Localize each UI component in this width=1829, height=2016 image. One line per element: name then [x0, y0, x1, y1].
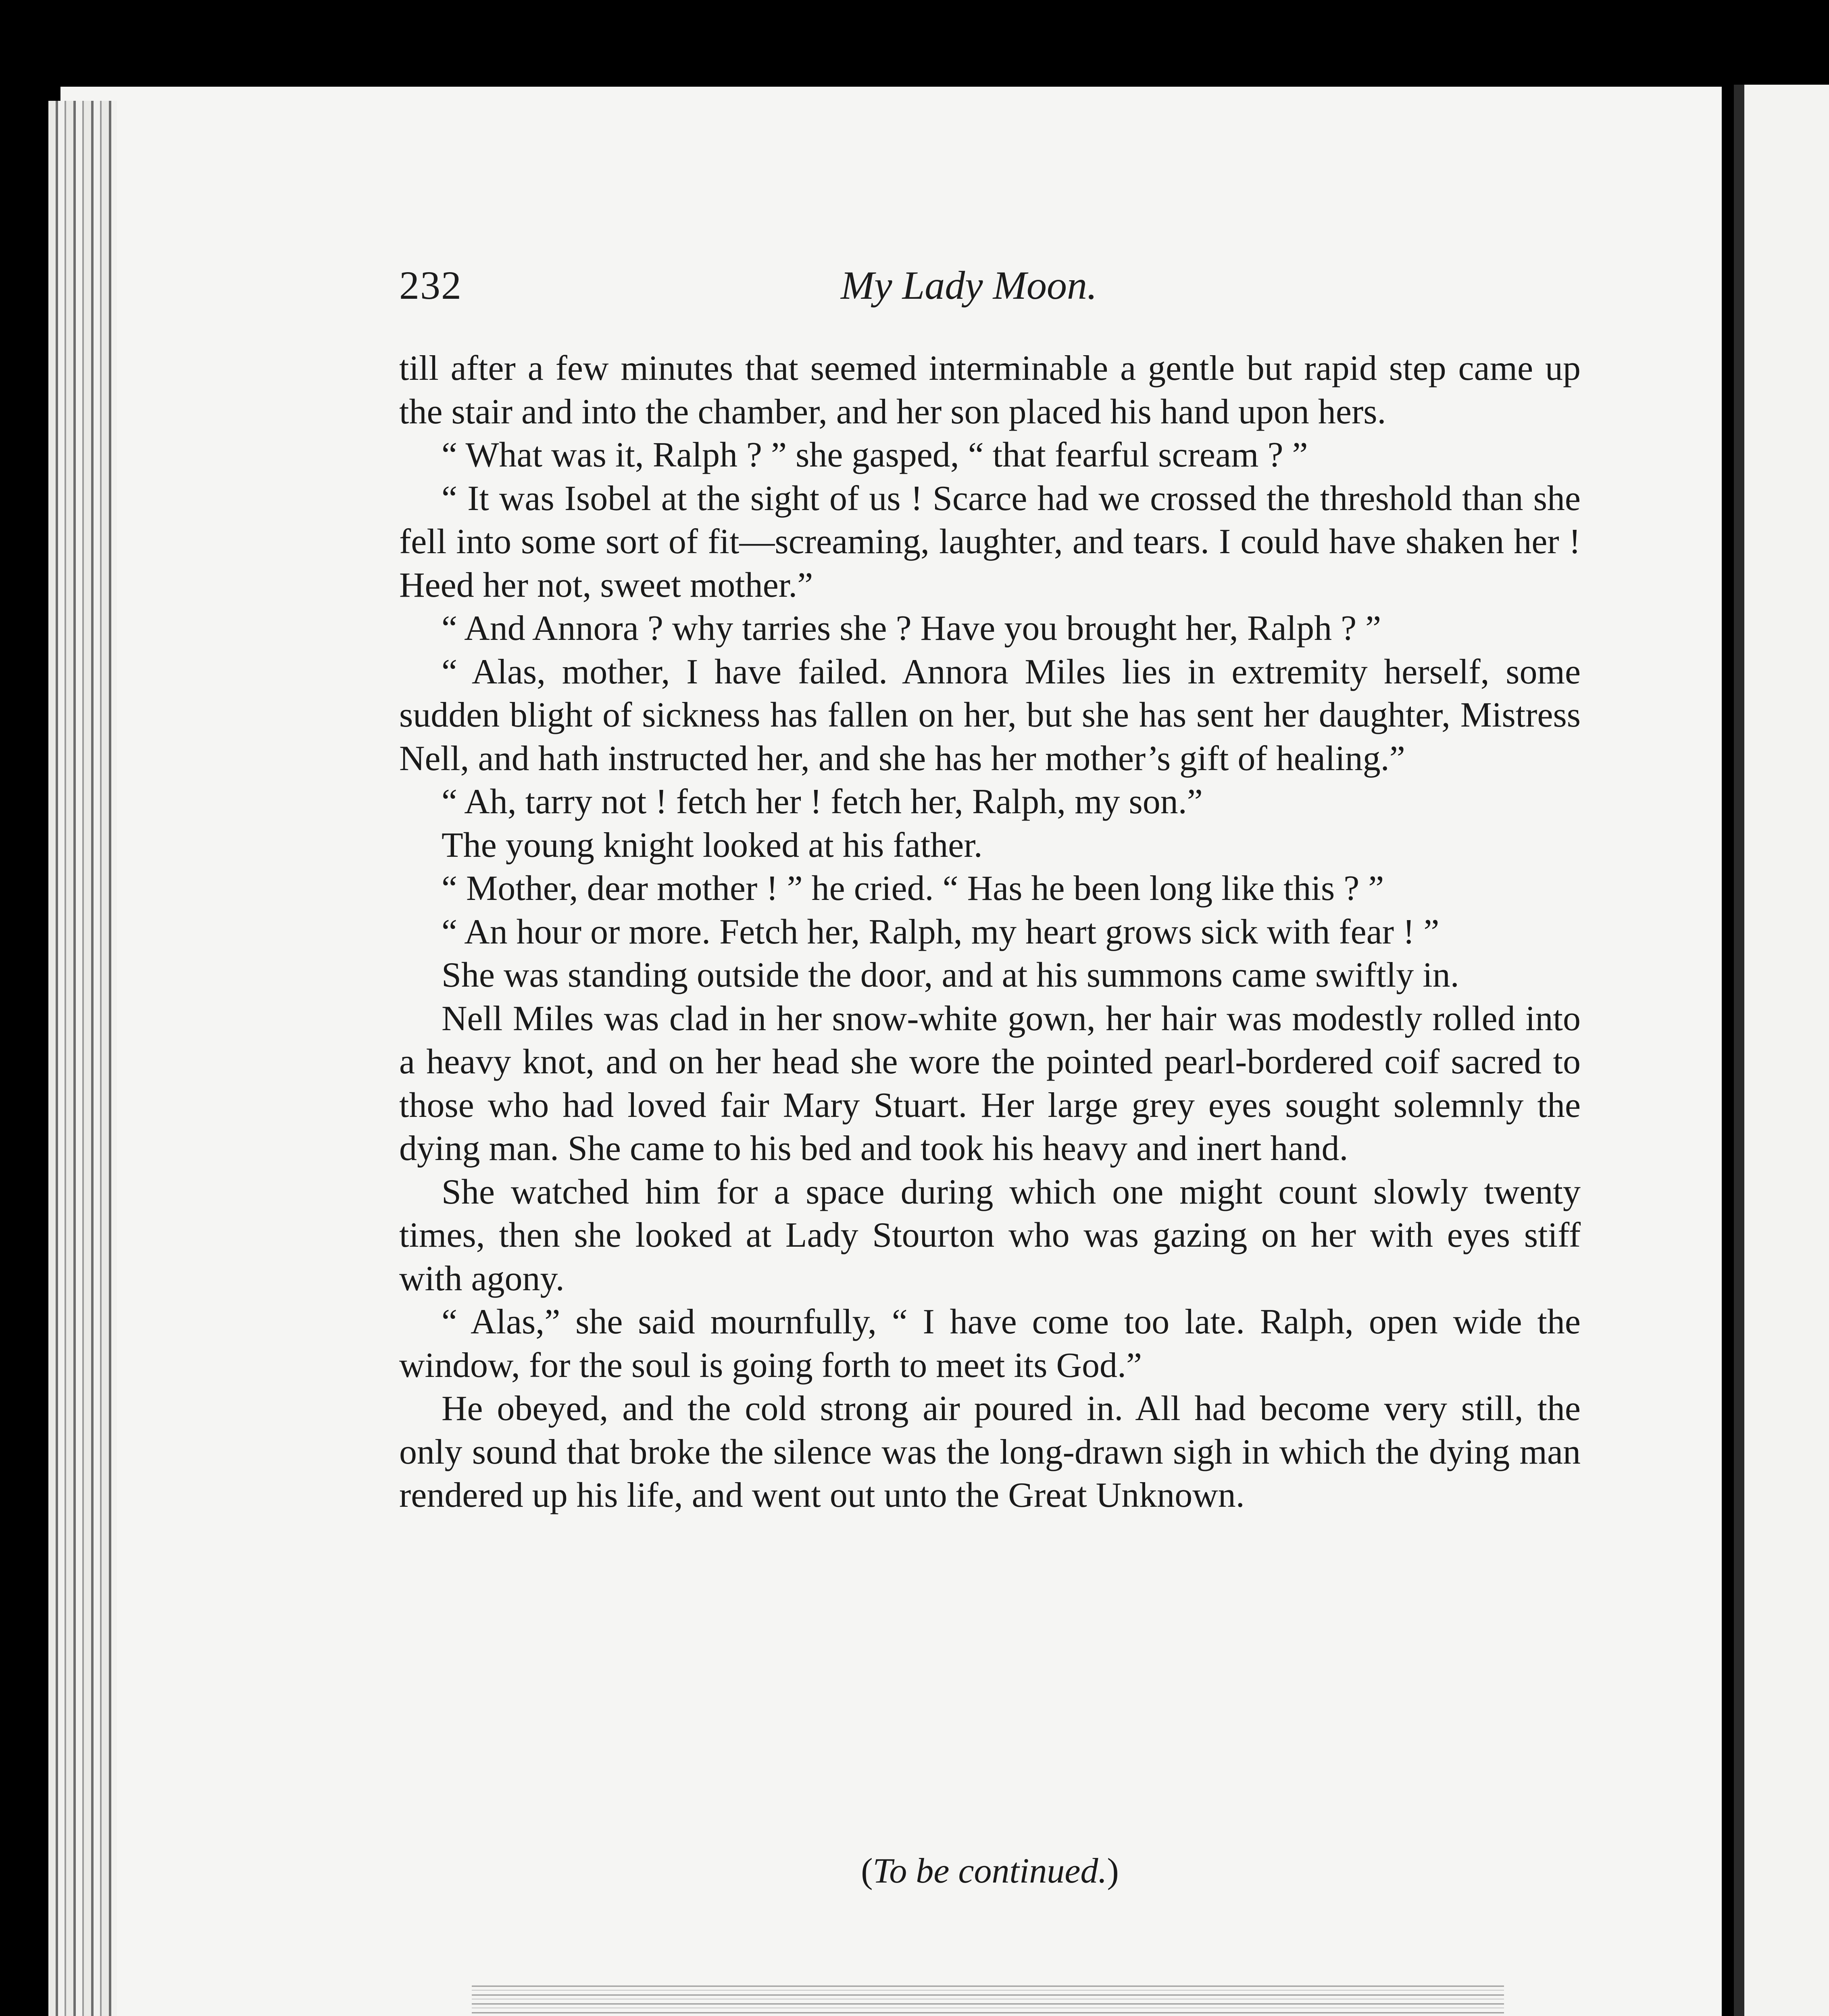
paragraph: “ What was it, Ralph ? ” she gasped, “ that fearful scream ? ”: [442, 435, 1308, 475]
paragraph: He obeyed, and the cold strong air poured in. All had become very still, the only sound that broke the silence was the long-drawn sigh in which the dying man rendered up his life, and went out unto the Great Unknown.: [399, 1389, 1581, 1515]
windmill-landscape-illustration: [472, 1984, 1504, 2016]
paren-open: (: [861, 1851, 873, 1891]
paragraph: till after a few minutes that seemed interminable a gentle but rapid step came up the stair and into the chamber, and her son placed his hand upon hers.: [399, 349, 1581, 431]
paragraph: “ And Annora ? why tarries she ? Have you brought her, Ralph ? ”: [442, 609, 1381, 648]
story-text: [399, 347, 1581, 1517]
continued-text: To be continued.: [873, 1851, 1107, 1891]
page-header: [399, 262, 1581, 323]
paragraph: “ Alas,” she said mournfully, “ I have come too late. Ralph, open wide the window, for the soul is going forth to meet its God.”: [399, 1302, 1581, 1385]
running-title: My Lady Moon.: [841, 263, 1097, 308]
page-number: 232: [399, 263, 462, 308]
facing-page-edge: [1734, 85, 1829, 2016]
paragraph: Nell Miles was clad in her snow-white gown, her hair was modestly rolled into a heavy knot, and on her head she wore the pointed pearl-bordered coif sacred to those who had loved fair Mary Stuart. Her large grey eyes sought solemnly the dying man. She came to his bed and took his heavy and inert hand.: [399, 999, 1581, 1168]
paragraph: “ An hour or more. Fetch her, Ralph, my heart grows sick with fear ! ”: [442, 912, 1439, 952]
paragraph: The young knight looked at his father.: [442, 825, 983, 865]
paragraph: “ Alas, mother, I have failed. Annora Miles lies in extremity herself, some sudden blight of sickness has fallen on her, but she has sent her daughter, Mistress Nell, and hath instructed her, and she has her mother’s gift of healing.”: [399, 652, 1581, 778]
paragraph: “ It was Isobel at the sight of us ! Scarce had we crossed the threshold than she fell into some sort of fit—screaming, laughter, and tears. I could have shaken her ! Heed her not, sweet mother.”: [399, 479, 1581, 605]
sky-area: [472, 1984, 1504, 2016]
paren-close: ): [1107, 1851, 1119, 1891]
paragraph: She was standing outside the door, and at his summons came swiftly in.: [442, 956, 1459, 995]
paragraph: “ Mother, dear mother ! ” he cried. “ Has he been long like this ? ”: [442, 869, 1384, 908]
page-binding-edge: [48, 101, 117, 2016]
to-be-continued-note: [399, 1851, 1581, 1891]
paragraph: She watched him for a space during which one might count slowly twenty times, then she looked at Lady Stourton who was gazing on her with eyes stiff with agony.: [399, 1172, 1581, 1298]
paragraph: “ Ah, tarry not ! fetch her ! fetch her, Ralph, my son.”: [442, 782, 1203, 821]
